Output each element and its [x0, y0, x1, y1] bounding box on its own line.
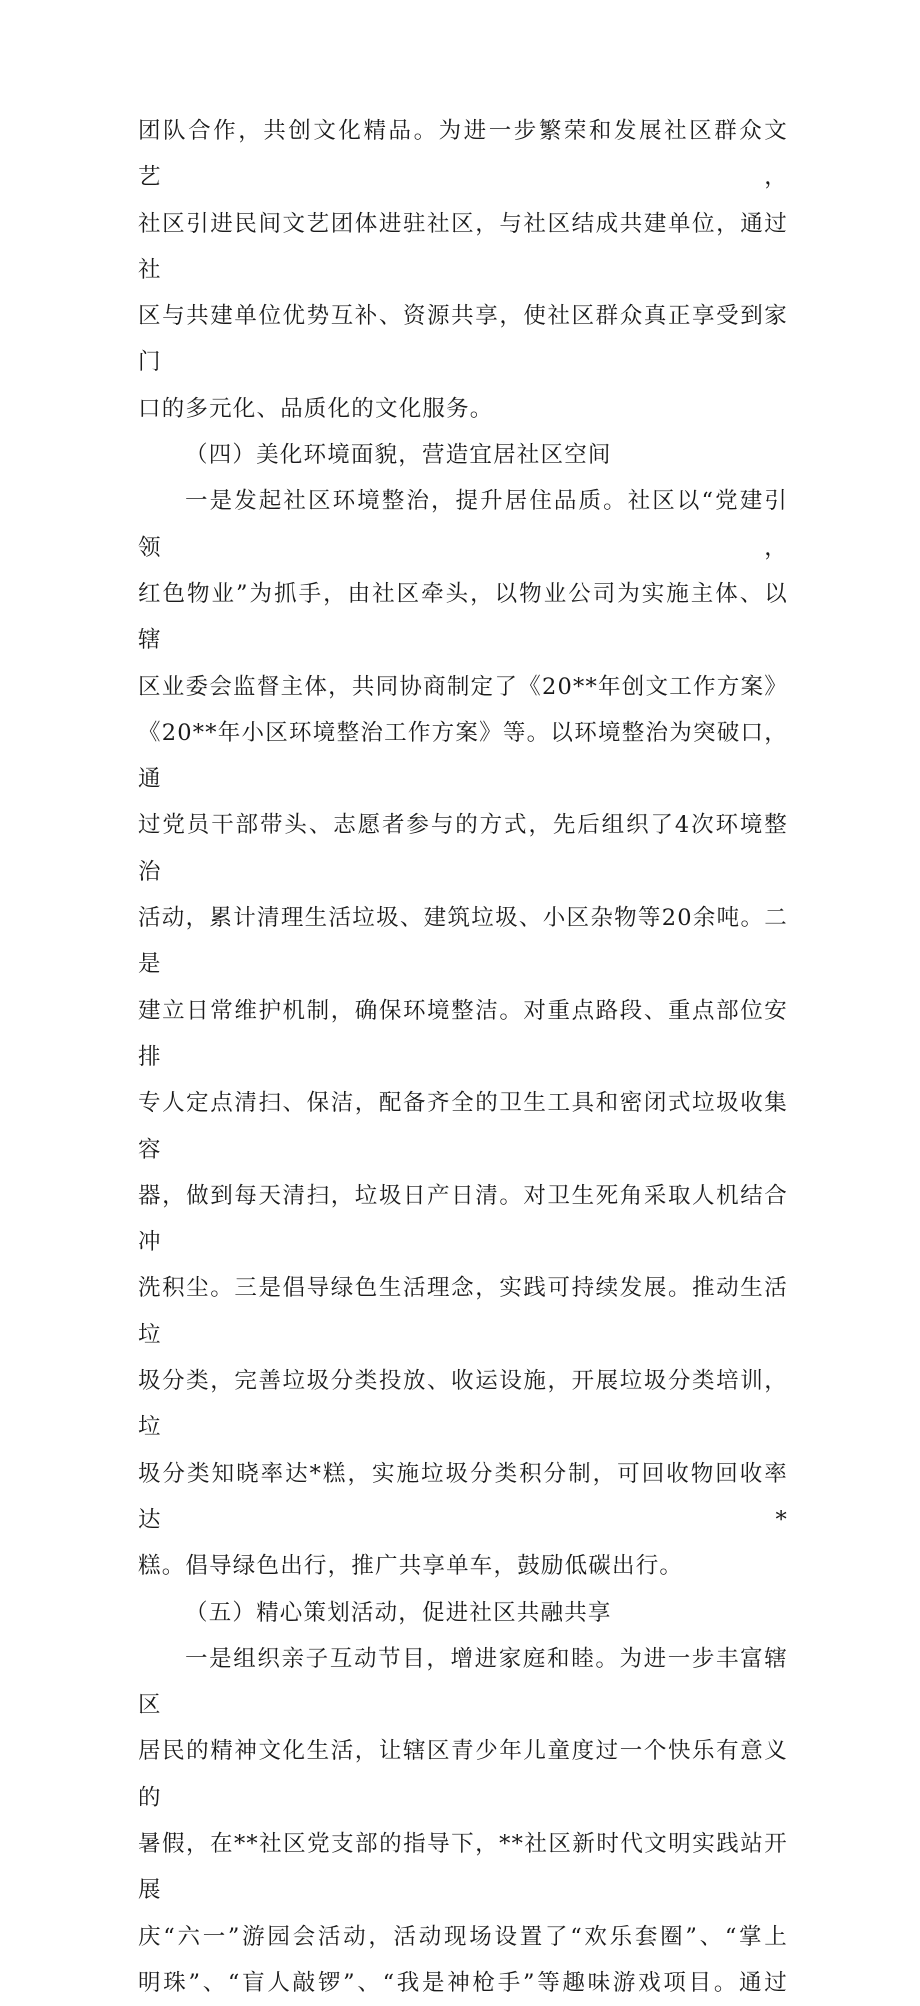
text-line: 区与共建单位优势互补、资源共享，使社区群众真正享受到家门 — [138, 303, 788, 376]
text-line: 建立日常维护机制，确保环境整洁。对重点路段、重点部位安排 — [138, 997, 788, 1070]
text-line: 糕。倡导绿色出行，推广共享单车，鼓励低碳出行。 — [138, 1553, 684, 1580]
text-line: 一是发起社区环境整治，提升居住品质。社区以“党建引领， — [138, 488, 788, 561]
paragraph-activities — [138, 1636, 788, 2006]
text-line: 圾分类，完善垃圾分类投放、收运设施，开展垃圾分类培训，垃 — [138, 1368, 788, 1441]
section-heading-four: （四）美化环境面貌，营造宜居社区空间 — [185, 442, 612, 469]
text-line: 社区引进民间文艺团体进驻社区，与社区结成共建单位，通过社 — [138, 210, 788, 283]
text-line: 过党员干部带头、志愿者参与的方式，先后组织了4次环境整治 — [138, 812, 788, 885]
text-line: 圾分类知晓率达*糕，实施垃圾分类积分制，可回收物回收率达* — [138, 1460, 788, 1533]
text-line: 居民的精神文化生活，让辖区青少年儿童度过一个快乐有意义的 — [138, 1738, 788, 1811]
paragraph-environment — [138, 478, 788, 1589]
text-line: 《20**年小区环境整治工作方案》等。以环境整治为突破口，通 — [138, 719, 788, 793]
text-line: 专人定点清扫、保洁，配备齐全的卫生工具和密闭式垃圾收集容 — [138, 1090, 788, 1163]
text-line: 红色物业”为抓手，由社区牵头，以物业公司为实施主体、以辖 — [138, 580, 788, 654]
paragraph-continuation — [138, 108, 788, 432]
text-line: 活动，累计清理生活垃圾、建筑垃圾、小区杂物等20余吨。二是 — [138, 905, 788, 978]
text-line: 明珠”、“盲人敲锣”、“我是神枪手”等趣味游戏项目。通过 — [138, 1969, 788, 1996]
text-line: 洗积尘。三是倡导绿色生活理念，实践可持续发展。推动生活垃 — [138, 1275, 788, 1348]
document-body — [138, 108, 788, 2006]
text-line: 器，做到每天清扫，垃圾日产日清。对卫生死角采取人机结合冲 — [138, 1182, 788, 1256]
text-line: 区业委会监督主体，共同协商制定了《20**年创文工作方案》 — [138, 673, 788, 700]
section-heading-five: （五）精心策划活动，促进社区共融共享 — [185, 1599, 612, 1626]
text-line: 庆“六一”游园会活动，活动现场设置了“欢乐套圈”、“掌上 — [138, 1923, 788, 1950]
text-line: 暑假，在**社区党支部的指导下，**社区新时代文明实践站开展 — [138, 1830, 788, 1904]
text-line: 团队合作，共创文化精品。为进一步繁荣和发展社区群众文艺， — [138, 118, 788, 191]
text-line: 一是组织亲子互动节目，增进家庭和睦。为进一步丰富辖区 — [138, 1645, 788, 1719]
text-line: 口的多元化、品质化的文化服务。 — [138, 395, 494, 422]
